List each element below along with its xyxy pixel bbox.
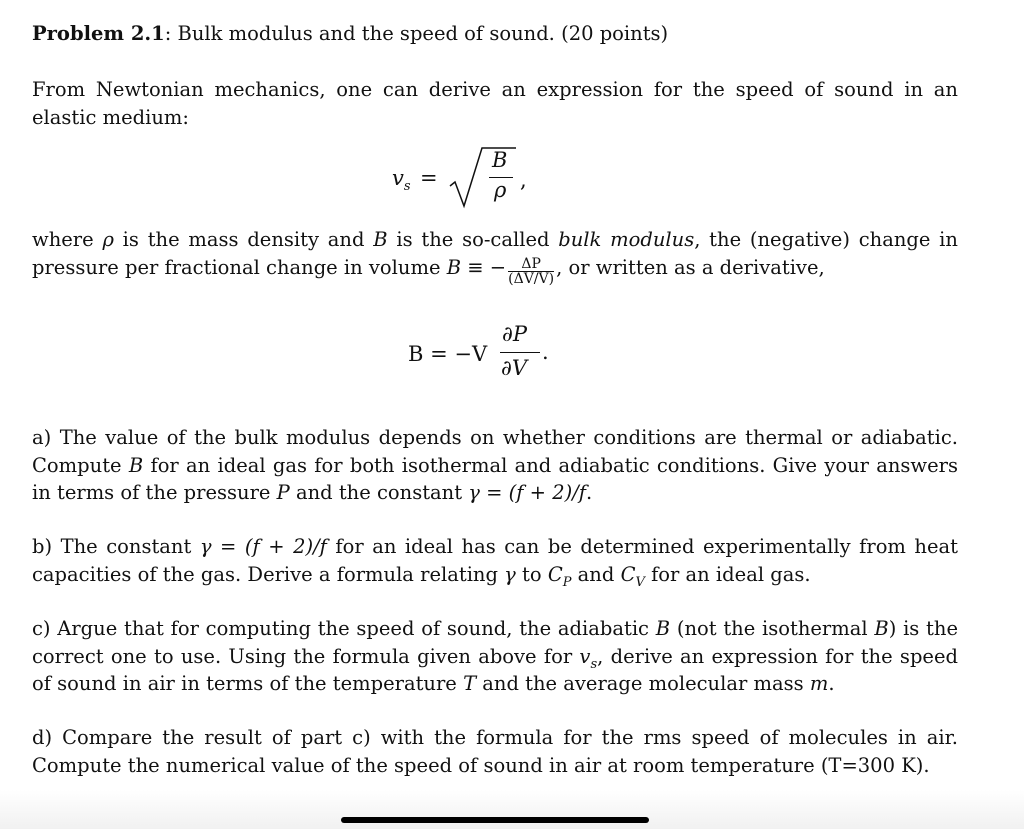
home-indicator[interactable] bbox=[341, 817, 649, 823]
bulk-modulus-term: bulk modulus bbox=[558, 228, 695, 251]
eq2-fraction-bar bbox=[500, 352, 540, 353]
eq2-numerator: ∂P bbox=[502, 322, 527, 346]
eq1-denominator: ρ bbox=[494, 178, 507, 202]
eq2-period: . bbox=[542, 340, 549, 364]
where-paragraph: where ρ is the mass density and B is the so-called bulk modulus, the (negative) change in pressure per fractional change in volume B ≡ − $\frac{\Delta P}{(\Delta V/V)}$ , or written as a derivative, bbox=[32, 228, 958, 287]
eq1-equals: = bbox=[420, 166, 438, 190]
bulk-modulus-equation bbox=[408, 320, 568, 384]
problem-label: Problem 2.1 bbox=[32, 22, 165, 45]
part-a-paragraph: a) The value of the bulk modulus depends on whether conditions are thermal or adiabatic. Compute B for an ideal gas for both isothermal and adiabatic conditions. Give your answers in terms of the pressure P and the constant γ = (f + 2)/f. bbox=[32, 426, 958, 504]
intro-paragraph: From Newtonian mechanics, one can derive an expression for the speed of sound in an elastic medium: bbox=[32, 78, 958, 129]
eq1-lhs: $v_s$ bbox=[392, 166, 411, 195]
part-b-paragraph: b) The constant γ = (f + 2)/f for an ideal has can be determined experimentally from heat capacities of the gas. Derive a formula relating γ to $C_P$ and $C_V$ for an ideal gas. bbox=[32, 535, 958, 590]
problem-title: : Bulk modulus and the speed of sound. (20 points) bbox=[164, 22, 669, 45]
eq2-denominator: ∂V bbox=[501, 356, 528, 380]
bottom-shade bbox=[0, 790, 1024, 829]
eq1-comma: , bbox=[520, 168, 527, 192]
part-d-paragraph: d) Compare the result of part c) with the formula for the rms speed of molecules in air. Compute the numerical value of the speed of sound in air at room temperature (T=300 K). bbox=[32, 726, 958, 777]
inline-fraction: $\frac{\Delta P}{(\Delta V/V)}$ bbox=[508, 255, 555, 287]
eq1-numerator: B bbox=[492, 148, 508, 172]
part-c-paragraph: c) Argue that for computing the speed of sound, the adiabatic B (not the isothermal B) is the correct one to use. Using the formula given above for $v_s$, derive an expression for the speed of sound in air in terms of the temperature T and the average molecular mass m. bbox=[32, 617, 958, 695]
eq2-lhs: B = −V bbox=[408, 342, 488, 366]
problem-heading bbox=[32, 20, 958, 48]
speed-of-sound-equation bbox=[392, 146, 552, 210]
